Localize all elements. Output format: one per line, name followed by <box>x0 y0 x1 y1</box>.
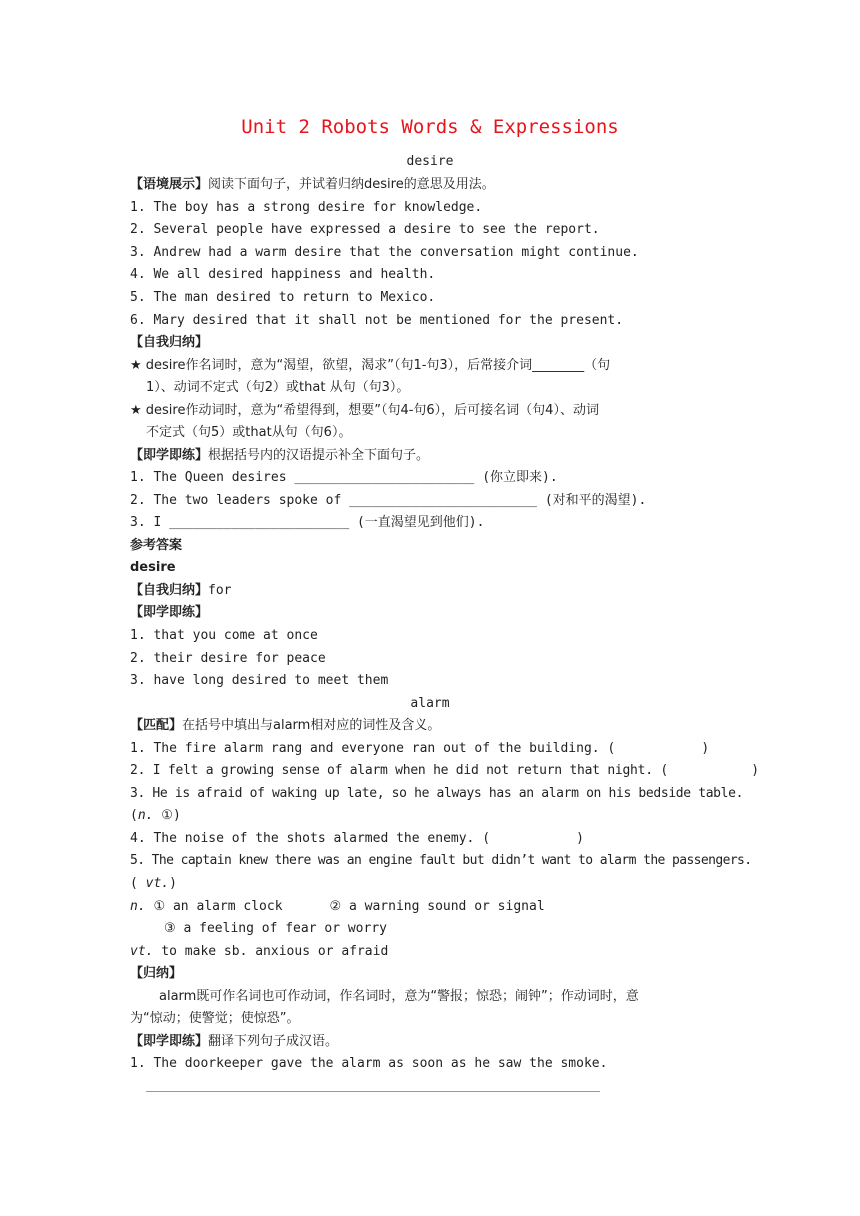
part-of-speech: n. <box>130 899 146 914</box>
section-heading-alarm: alarm <box>410 696 450 711</box>
practice-label: 【即学即练】 <box>130 1034 209 1049</box>
answers-heading: desire <box>130 560 176 575</box>
answer-line[interactable] <box>146 1091 600 1092</box>
example-sentence: 3. Andrew had a warm desire that the conversation might continue. <box>130 245 639 260</box>
summary-text-cont: 为“惊动；使警觉；使惊恐”。 <box>130 1011 300 1026</box>
usage-note-noun: ★ desire作名词时，意为“渴望，欲望，渴求”（句1-句3），后常接介词________（句 <box>130 358 611 373</box>
summary-label: 【归纳】 <box>130 966 183 981</box>
practice-instruction <box>130 447 429 465</box>
context-text: 阅读下面句子，并试着归纳desire的意思及用法。 <box>208 177 495 192</box>
alarm-sentence: 2. I felt a growing sense of alarm when he did not return that night. ( ) <box>130 763 759 778</box>
alarm-sentence: 4. The noise of the shots alarmed the enemy. ( ) <box>130 831 584 846</box>
example-sentence: 2. Several people have expressed a desire to see the report. <box>130 222 600 237</box>
answer-item: 1. that you come at once <box>130 628 318 643</box>
practice-sentence: 2. The two leaders spoke of ________________________ (对和平的渴望). <box>130 493 647 508</box>
usage-note-verb-cont: 不定式（句5）或that从句（句6）。 <box>146 425 352 440</box>
match-text: 在括号中填出与alarm相对应的词性及含义。 <box>182 718 441 733</box>
summary-text: alarm既可作名词也可作动词，作名词时，意为“警报；惊恐；闹钟”；作动词时，意 <box>159 989 639 1004</box>
meaning-ref: ①) <box>153 808 181 823</box>
alarm-sentence: 3. He is afraid of waking up late, so he always has an alarm on his bedside table. <box>130 786 744 801</box>
paren-open: ( <box>130 808 138 823</box>
example-sentence: 6. Mary desired that it shall not be mentioned for the present. <box>130 313 624 328</box>
example-sentence: 1. The boy has a strong desire for knowledge. <box>130 200 483 215</box>
example-sentence: 4. We all desired happiness and health. <box>130 267 436 282</box>
answer-summary-label: 【自我归纳】 <box>130 583 209 598</box>
practice-text: 翻译下列句子成汉语。 <box>208 1034 339 1049</box>
practice-instruction <box>130 1033 338 1051</box>
definition-noun <box>130 898 545 916</box>
context-label: 【语境展示】 <box>130 177 209 192</box>
definition-text: ① an alarm clock ② a warning sound or signal <box>145 899 545 914</box>
match-instruction <box>130 717 440 735</box>
paren-open: ( <box>130 876 146 891</box>
alarm-sentence-answer <box>130 875 177 893</box>
example-sentence: 5. The man desired to return to Mexico. <box>130 290 436 305</box>
match-label: 【匹配】 <box>130 718 183 733</box>
alarm-sentence: 5. The captain knew there was an engine fault but didn’t want to alarm the passengers. <box>130 853 752 868</box>
answer-item: 2. their desire for peace <box>130 651 326 666</box>
section-heading-desire: desire <box>406 154 454 169</box>
alarm-sentence-answer <box>130 807 181 825</box>
answers-label: 参考答案 <box>130 538 183 553</box>
practice-sentence: 1. The Queen desires _______________________ (你立即来). <box>130 470 558 485</box>
practice-text: 根据括号内的汉语提示补全下面句子。 <box>208 448 430 463</box>
context-instruction <box>130 176 495 194</box>
practice-sentence: 1. The doorkeeper gave the alarm as soon as he saw the smoke. <box>130 1056 608 1071</box>
answer-summary-value: for <box>208 583 232 598</box>
usage-note-verb: ★ desire作动词时，意为“希望得到，想要”（句4-句6），后可接名词（句4）、动词 <box>130 403 599 418</box>
definition-noun-cont: ③ a feeling of fear or worry <box>164 921 387 936</box>
definition-verb <box>130 943 388 961</box>
page-title: Unit 2 Robots Words & Expressions <box>241 116 619 138</box>
part-of-speech: vt. <box>145 876 170 891</box>
answer-summary <box>130 582 232 600</box>
usage-note-noun-cont: 1）、动词不定式（句2）或that 从句（句3）。 <box>146 380 410 395</box>
paren-close: ) <box>169 876 177 891</box>
practice-label: 【即学即练】 <box>130 448 209 463</box>
answer-practice-label: 【即学即练】 <box>130 605 209 620</box>
practice-sentence: 3. I _______________________ (一直渴望见到他们). <box>130 515 485 530</box>
part-of-speech: vt. <box>130 944 154 959</box>
definition-text: to make sb. anxious or afraid <box>153 944 389 959</box>
summary-label: 【自我归纳】 <box>130 335 209 350</box>
alarm-sentence: 1. The fire alarm rang and everyone ran out of the building. ( ) <box>130 741 710 756</box>
part-of-speech: n. <box>137 808 154 823</box>
answer-item: 3. have long desired to meet them <box>130 673 389 688</box>
